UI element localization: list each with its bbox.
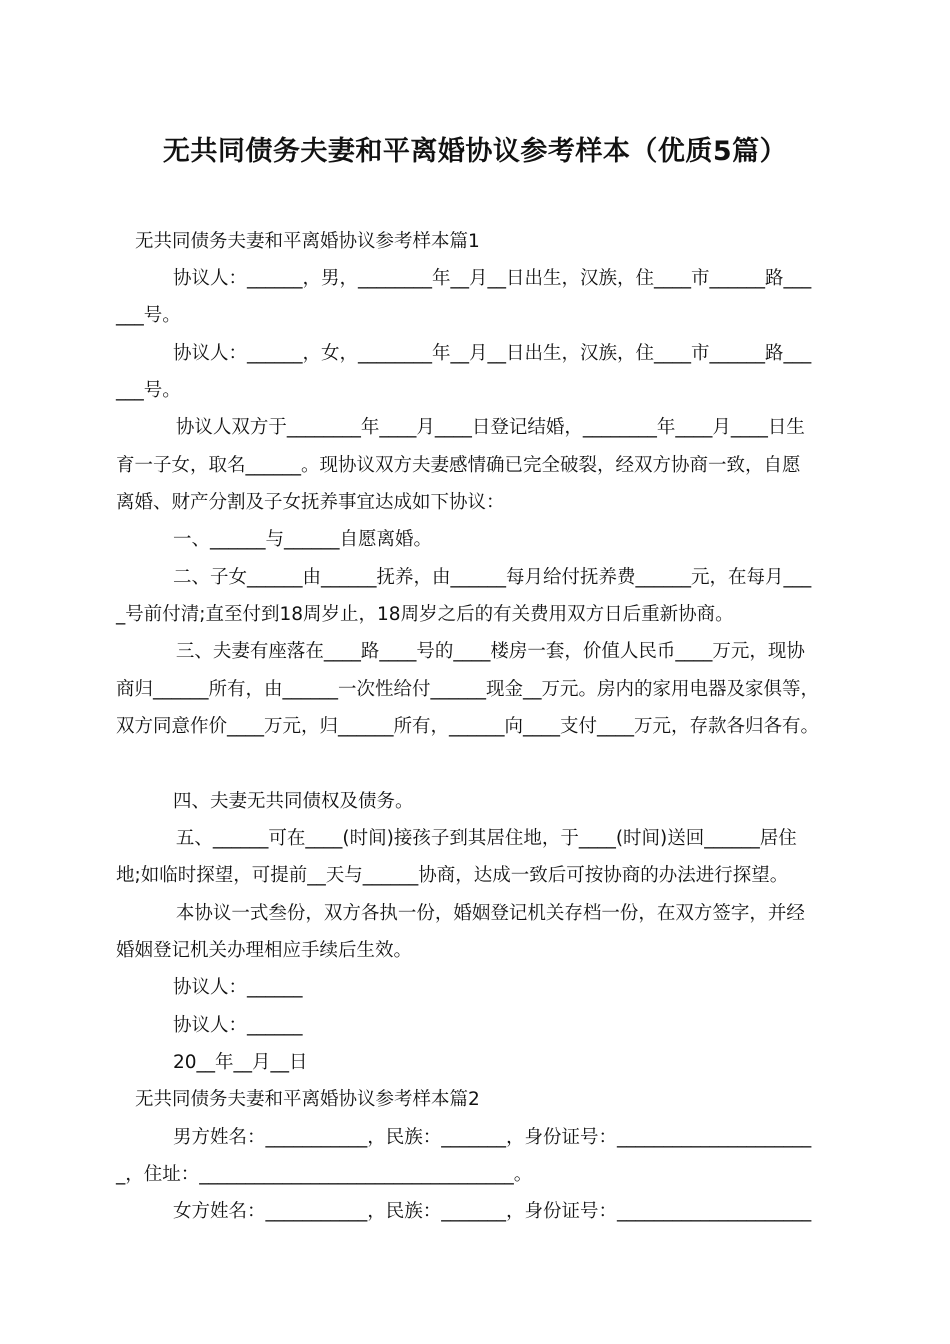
paragraph-line: 婚姻登记机关办理相应手续后生效。 (116, 940, 413, 961)
paragraph-line: 地;如临时探望，可提前__天与______协商，达成一致后可按协商的办法进行探望。 (116, 865, 789, 886)
paragraph-line: ___号。 (116, 380, 181, 401)
paragraph-line: 协议人：______，男，________年__月__日出生，汉族，住____市______路___ (173, 268, 812, 289)
paragraph-line: 男方姓名：___________，民族：_______，身份证号：_____________________ (173, 1127, 812, 1148)
paragraph-line: _号前付清;直至付到18周岁止，18周岁之后的有关费用双方日后重新协商。 (116, 604, 734, 625)
paragraph-line: 商归______所有，由______一次性给付______现金__万元。房内的家用电器及家俱等， (116, 679, 820, 700)
paragraph-line: 三、夫妻有座落在____路____号的____楼房一套，价值人民币____万元，现协 (170, 641, 805, 662)
section-heading-1: 无共同债务夫妻和平离婚协议参考样本篇1 (135, 231, 480, 252)
document-title: 无共同债务夫妻和平离婚协议参考样本（优质5篇） (162, 136, 788, 167)
paragraph-line: 协议人双方于________年____月____日登记结婚，________年____月____日生 (170, 417, 805, 438)
signature-line: 协议人：______ (173, 1015, 303, 1036)
section-heading-2: 无共同债务夫妻和平离婚协议参考样本篇2 (135, 1089, 480, 1110)
paragraph-line: 离婚、财产分割及子女抚养事宜达成如下协议： (116, 492, 505, 513)
signature-line: 协议人：______ (173, 977, 303, 998)
paragraph-line: 二、子女______由______抚养，由______每月给付抚养费______元，在每月___ (173, 567, 812, 588)
paragraph-line: 本协议一式叁份，双方各执一份，婚姻登记机关存档一份，在双方签字，并经 (170, 903, 805, 924)
paragraph-line: 双方同意作价____万元，归______所有，______向____支付____万元，存款各归各有。 (116, 716, 820, 737)
paragraph-line: 一、______与______自愿离婚。 (173, 529, 433, 550)
paragraph-line: 育一子女，取名______。现协议双方夫妻感情确已完全破裂，经双方协商一致，自愿 (116, 455, 801, 476)
paragraph-line: ___号。 (116, 305, 181, 326)
paragraph-line: 协议人：______，女，________年__月__日出生，汉族，住____市______路___ (173, 343, 812, 364)
paragraph-line: 五、______可在____(时间)接孩子到其居住地，于____(时间)送回______居住 (170, 828, 797, 849)
paragraph-line: _，住址：__________________________________。 (116, 1164, 533, 1185)
paragraph-line: 女方姓名：___________，民族：_______，身份证号：_____________________ (173, 1201, 812, 1222)
paragraph-line: 四、夫妻无共同债权及债务。 (173, 791, 414, 812)
date-line: 20__年__月__日 (173, 1052, 308, 1073)
